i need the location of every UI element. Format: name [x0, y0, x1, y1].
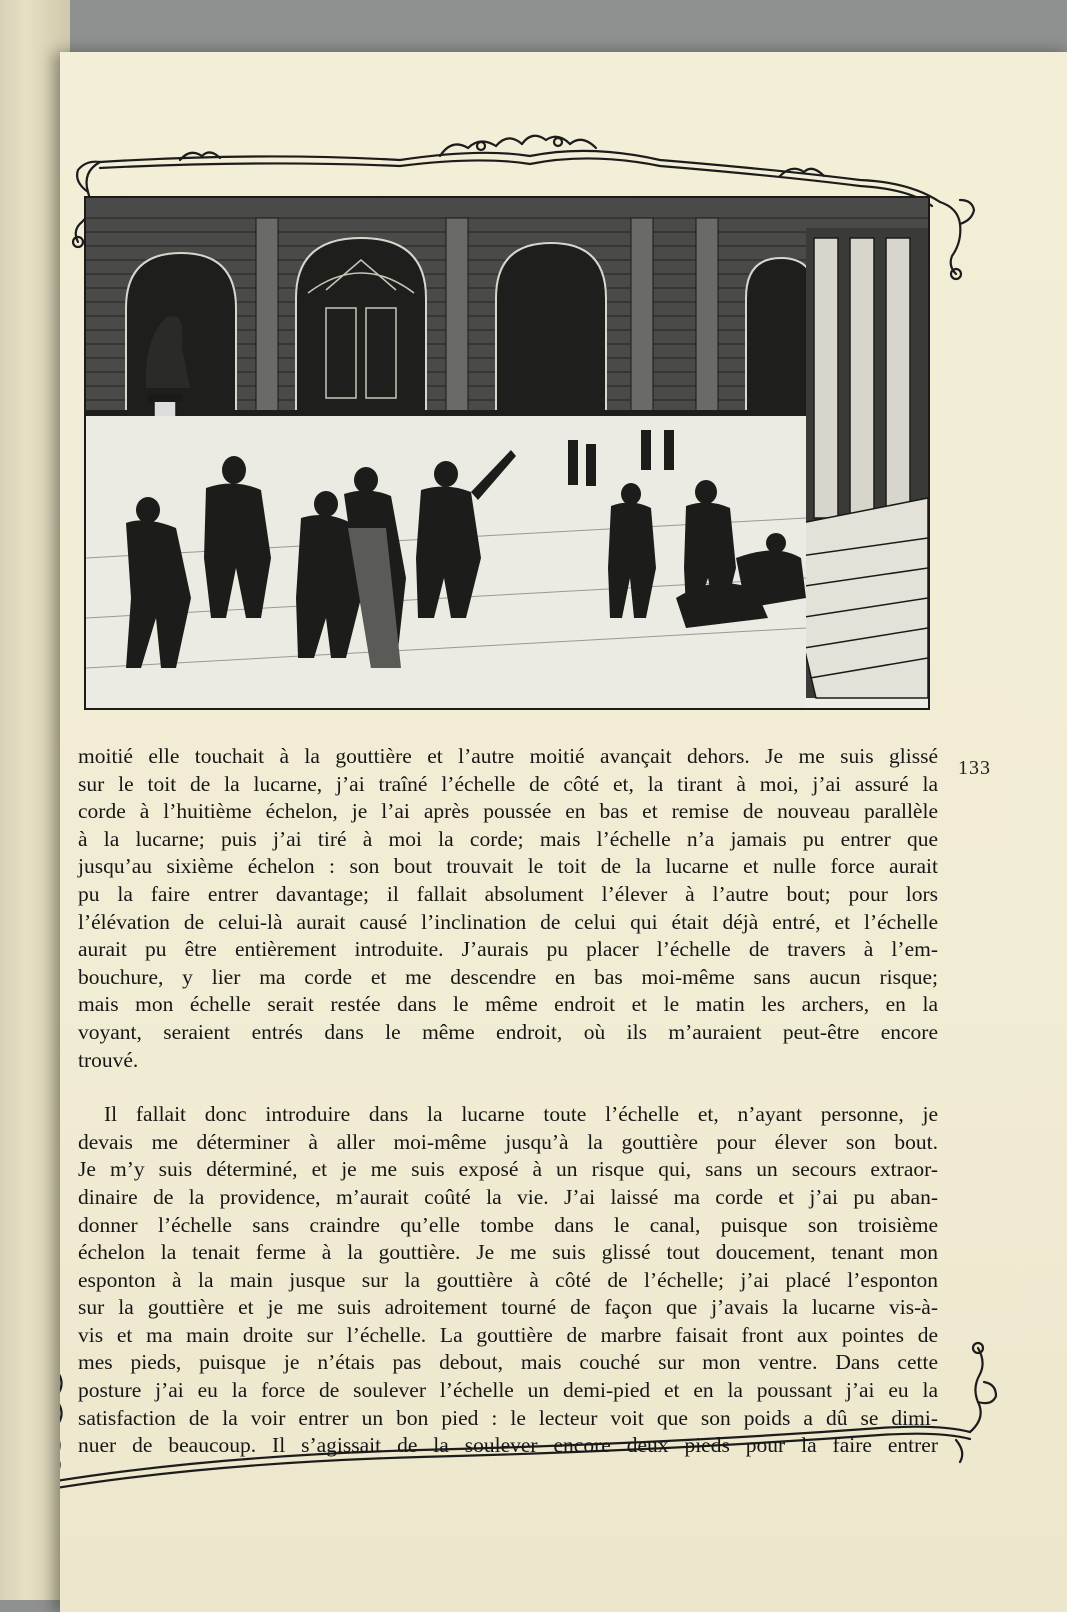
text-line: voyant, seraient entrés dans le même endroit, où ils m’auraient peut-être encore — [78, 1019, 938, 1044]
body-text — [78, 743, 938, 1460]
page-number-label: 133 — [958, 757, 991, 779]
text-line: posture j’ai eu la force de soulever l’échelle un demi-pied et en la poussant j’ai eu la — [78, 1378, 938, 1403]
text-line: Il fallait donc introduire dans la lucarne toute l’échelle et, n’ayant personne, je — [104, 1102, 938, 1127]
engraving-illustration — [84, 196, 930, 710]
text-line: jusqu’au sixième échelon : son bout trouvait le toit de la lucarne et nulle force aurait — [78, 854, 938, 879]
paragraph-2 — [78, 1101, 938, 1460]
text-line: donner l’échelle sans craindre qu’elle tombe dans le canal, puisque son troisième — [78, 1212, 938, 1237]
text-line: échelon la tenait ferme à la gouttière. Je me suis glissé tout doucement, tenant mon — [78, 1240, 938, 1265]
text-line: dinaire de la providence, m’aurait coûté la vie. J’ai laissé ma corde et j’ai pu aban- — [78, 1184, 938, 1209]
text-line: sur la gouttière et je me suis adroitement tourné de façon que j’avais la lucarne vis-à- — [78, 1295, 938, 1320]
text-line: satisfaction de la voir entrer un bon pied : le lecteur voit que son poids a dû se dimi- — [78, 1405, 938, 1430]
text-line: mes pieds, puisque je n’étais pas debout, mais couché sur mon ventre. Dans cette — [78, 1350, 938, 1375]
text-line: l’élévation de celui-là aurait causé l’inclination de celui qui était déjà entré, et l’échelle — [78, 909, 938, 934]
text-line: aurait pu être entièrement introduite. J’aurais pu placer l’échelle de travers à l’em- — [78, 937, 938, 962]
paragraph-1 — [78, 743, 938, 1074]
text-line: sur le toit de la lucarne, j’ai traîné l’échelle de côté et, la tirant à moi, j’ai assuré la — [78, 771, 938, 796]
text-line: corde à l’huitième échelon, je l’ai après poussée en bas et remise de nouveau parallèle — [78, 799, 938, 824]
text-line: mais mon échelle serait restée dans le même endroit et le matin les archers, en la — [78, 992, 938, 1017]
text-line: trouvé. — [78, 1047, 139, 1072]
text-line: Je m’y suis déterminé, et je me suis exposé à un risque qui, sans un secours extraor- — [78, 1157, 938, 1182]
text-line: à la lucarne; puis j’ai tiré à moi la corde; mais l’échelle n’a jamais pu entrer que — [78, 826, 938, 851]
text-line: moitié elle touchait à la gouttière et l’autre moitié avançait dehors. Je me suis glissé — [78, 744, 938, 768]
text-line: devais me déterminer à aller moi-même jusqu’à la gouttière pour élever son bout. — [78, 1129, 938, 1154]
text-line: esponton à la main jusque sur la gouttière à côté de l’échelle; j’ai placé l’esponton — [78, 1267, 938, 1292]
text-line: vis et ma main droite sur l’échelle. La gouttière de marbre faisait front aux pointes de — [78, 1322, 938, 1347]
text-line: nuer de beaucoup. Il s’agissait de la soulever encore deux pieds pour la faire entrer — [78, 1433, 938, 1458]
text-line: bouchure, y lier ma corde et me descendre en bas moi-même sans aucun risque; — [78, 964, 938, 989]
text-line: pu la faire entrer davantage; il fallait absolument l’élever à l’autre bout; pour lors — [78, 881, 938, 906]
